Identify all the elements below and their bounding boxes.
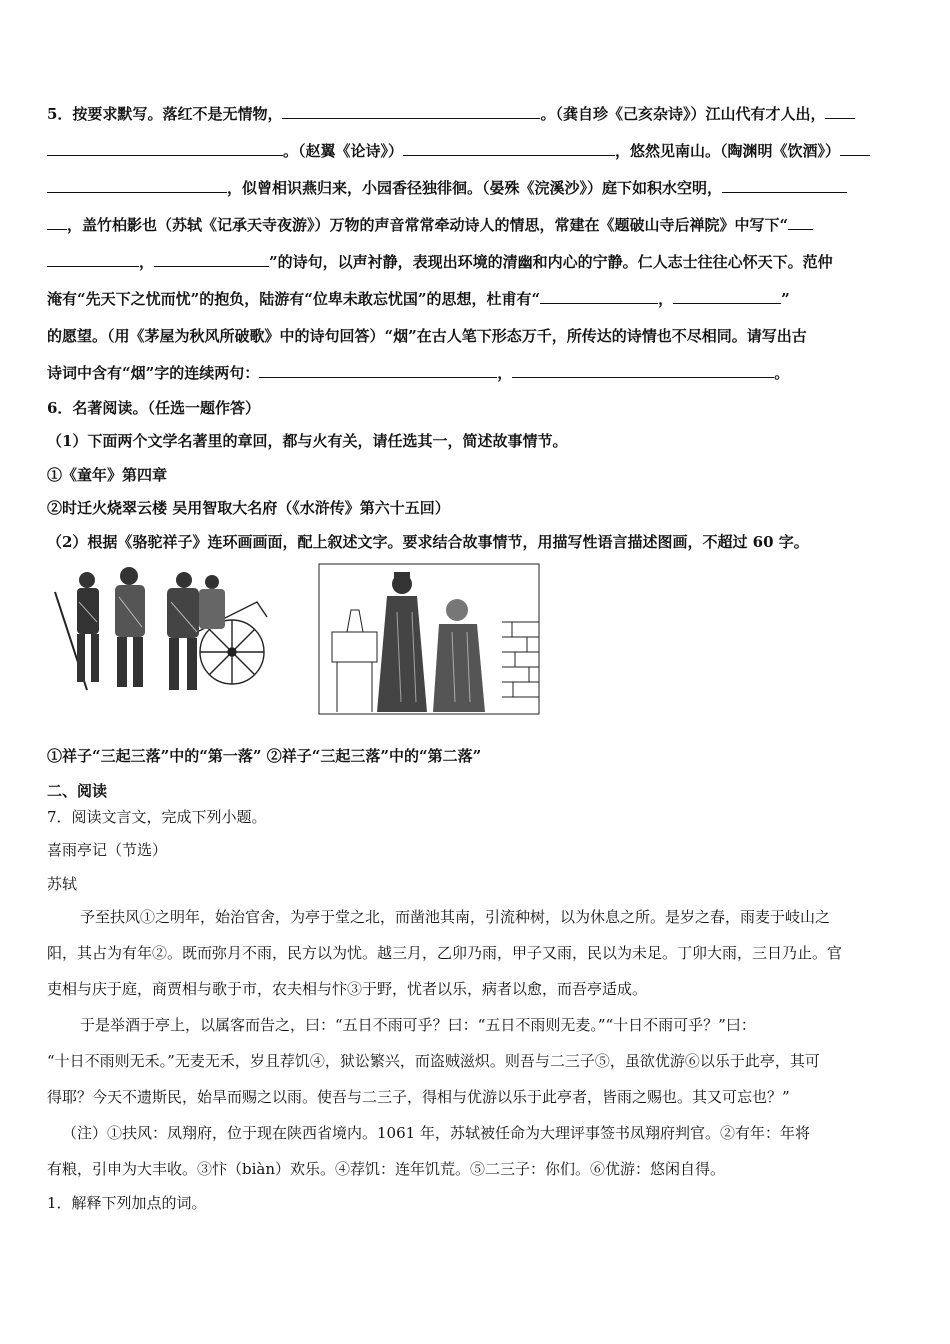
q6-sub2: （2）根据《骆驼祥子》连环画画面，配上叙述文字。要求结合故事情节，用描写性语言描述图画，不超过 60 字。 — [47, 533, 809, 551]
q5-text: 。（赵翼《论诗》） — [283, 142, 404, 160]
answer-blank[interactable] — [47, 252, 139, 267]
q5-text: ” — [781, 290, 790, 308]
q5-line-8 — [47, 363, 905, 383]
q5-line-3 — [47, 178, 905, 198]
answer-blank[interactable] — [788, 215, 813, 230]
answer-blank[interactable] — [47, 215, 67, 230]
q5-line-5 — [47, 252, 905, 272]
answer-blank[interactable] — [540, 289, 658, 304]
comic-captions: ①祥子“三起三落”中的“第一落” ②祥子“三起三落”中的“第二落” — [47, 747, 482, 765]
passage-title: 喜雨亭记（节选） — [47, 841, 168, 859]
q5-line-7: 的愿望。（用《茅屋为秋风所破歌》中的诗句回答）“烟”在古人笔下形态万千，所传达的诗情也不尽相同。请写出古 — [47, 327, 807, 345]
q6-option-2: ②时迁火烧翠云楼 吴用智取大名府（《水浒传》第六十五回） — [47, 499, 450, 517]
answer-blank[interactable] — [282, 104, 540, 119]
passage-line: 吏相与庆于庭，商贾相与歌于市，农夫相与忭③于野，忧者以乐，病者以愈，而吾亭适成。 — [47, 980, 648, 998]
q5-text: 。 — [774, 364, 790, 382]
answer-blank[interactable] — [722, 178, 847, 193]
q5-text: 5．按要求默写。落红不是无情物， — [47, 105, 283, 123]
comic-panel-2-illustration — [317, 562, 541, 716]
passage-line: 于是举酒于亭上，以属客而告之，曰：“五日不雨可乎？曰：“五日不雨则无麦。”“十日不雨可乎？”曰： — [80, 1016, 756, 1034]
passage-line: 阳，其占为有年②。既而弥月不雨，民方以为忧。越三月，乙卯乃雨，甲子又雨，民以为未足。丁卯大雨，三日乃止。官 — [47, 944, 843, 962]
subquestion-1: 1．解释下列加点的词。 — [47, 1194, 207, 1212]
q6-sub1: （1）下面两个文学名著里的章回，都与火有关，请任选其一，简述故事情节。 — [47, 432, 568, 450]
section-heading: 二、阅读 — [47, 782, 108, 800]
passage-line: 得耶？今天不遗斯民，始旱而赐之以雨。使吾与二三子，得相与优游以乐于此亭者，皆雨之赐也。其又可忘也？” — [47, 1088, 790, 1106]
q6-title: 6．名著阅读。（任选一题作答） — [47, 399, 260, 417]
passage-line: “十日不雨则无禾。”无麦无禾，岁且荐饥④，狱讼繁兴，而盗贼滋炽。则吾与二三子⑤，虽欲优游⑥以乐于此亭，其可 — [47, 1052, 820, 1070]
q5-text: ， — [497, 364, 513, 382]
answer-blank[interactable] — [259, 363, 497, 378]
answer-blank[interactable] — [47, 178, 227, 193]
q5-text: ，似曾相识燕归来，小园香径独徘徊。（晏殊《浣溪沙》）庭下如积水空明， — [227, 179, 723, 197]
q5-text: ， — [658, 290, 674, 308]
q5-line-4 — [47, 215, 905, 235]
q5-line-1 — [47, 104, 905, 124]
q5-text: ，盖竹柏影也（苏轼《记承天寺夜游》）万物的声音常常牵动诗人的情思，常建在《题破山寺后禅院》中写下“ — [67, 216, 789, 234]
q5-text: 诗词中含有“烟”字的连续两句： — [47, 364, 260, 382]
answer-blank[interactable] — [512, 363, 774, 378]
answer-blank[interactable] — [154, 252, 269, 267]
footnote-line: （注）①扶风：凤翔府，位于现在陕西省境内。1061 年，苏轼被任命为大理评事签书凤翔府判官。②有年：年将 — [62, 1124, 810, 1142]
answer-blank[interactable] — [47, 141, 283, 156]
q5-line-6 — [47, 289, 905, 309]
answer-blank[interactable] — [840, 141, 870, 156]
footnote-line: 有粮，引申为大丰收。③忭（biàn）欢乐。④荐饥：连年饥荒。⑤二三子：你们。⑥优游：悠闲自得。 — [47, 1160, 726, 1178]
q5-text: ， — [139, 253, 155, 271]
answer-blank[interactable] — [825, 104, 855, 119]
q5-text: 淹有“先天下之忧而忧”的抱负，陆游有“位卑未敢忘忧国”的思想，杜甫有“ — [47, 290, 541, 308]
q5-line-2 — [47, 141, 905, 161]
comic-panel-1-illustration — [47, 562, 269, 702]
passage-author: 苏轼 — [47, 875, 78, 893]
q5-text: 。（龚自珍《己亥杂诗》）江山代有才人出， — [540, 105, 826, 123]
answer-blank[interactable] — [673, 289, 781, 304]
passage-line: 予至扶风①之明年，始治官舍，为亭于堂之北，而凿池其南，引流种树，以为休息之所。是岁之春，雨麦于岐山之 — [80, 908, 831, 926]
q6-option-1: ①《童年》第四章 — [47, 466, 168, 484]
q7-instruction: 7．阅读文言文，完成下列小题。 — [47, 808, 267, 826]
answer-blank[interactable] — [403, 141, 615, 156]
q5-text: ”的诗句，以声衬静，表现出环境的清幽和内心的宁静。仁人志士往往心怀天下。范仲 — [269, 253, 833, 271]
q5-text: ，悠然见南山。（陶渊明《饮酒》） — [615, 142, 841, 160]
